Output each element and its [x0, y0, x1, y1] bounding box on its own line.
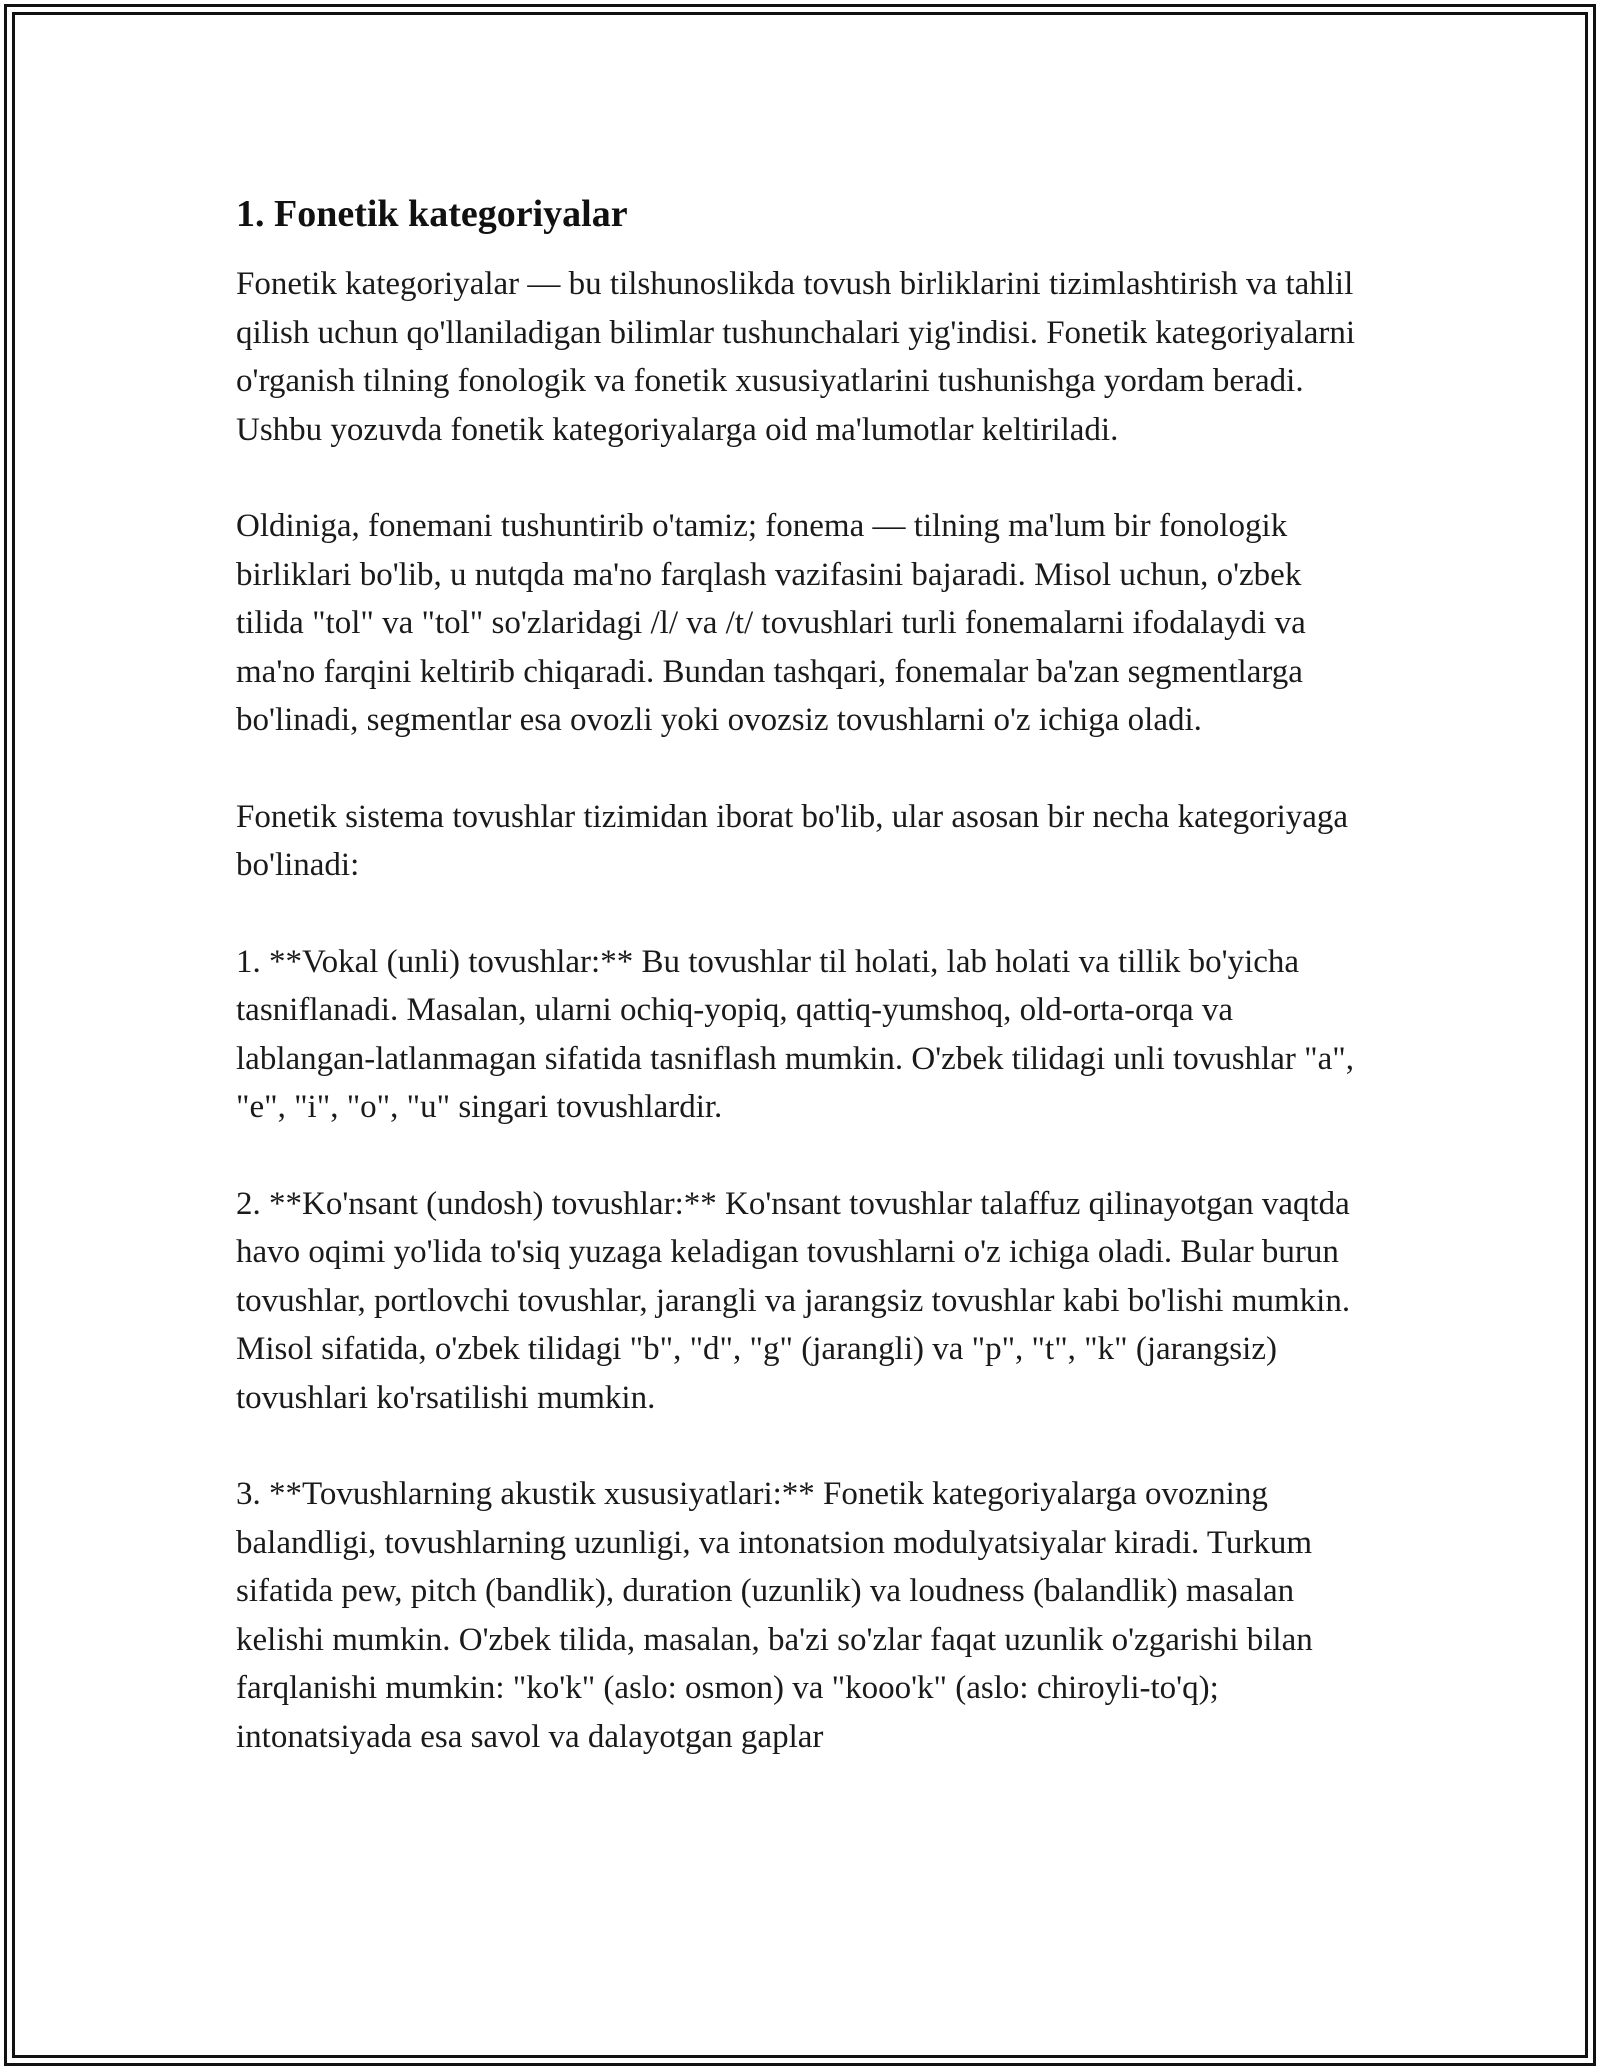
paragraph-phoneme: Oldiniga, fonemani tushuntirib o'tamiz; fonema — tilning ma'lum bir fonologik birliklari bo'lib, u nutqda ma'no farqlash vazifasini bajaradi. Misol uchun, o'zbek tilida "tol" va "tol" so'zlaridagi /l/ va /t/ tovushlari turli fonemalarni ifodalaydi va ma'no farqini keltirib chiqaradi. Bundan tashqari, fonemalar ba'zan segmentlarga bo'linadi, segmentlar esa ovozli yoki ovozsiz tovushlarni o'z ichiga oladi.	[236, 508, 1306, 738]
paragraph-consonants: 2. **Ko'nsant (undosh) tovushlar:** Ko'nsant tovushlar talaffuz qilinayotgan vaqtda havo oqimi yo'lida to'siq yuzaga keladigan tovushlarni o'z ichiga oladi. Bular burun tovushlar, portlovchi tovushlar, jarangli va jarangsiz tovushlar kabi bo'lishi mumkin. Misol sifatida, o'zbek tilidagi "b", "d", "g" (jarangli) va "p", "t", "k" (jarangsiz) tovushlari ko'rsatilishi mumkin.	[236, 1185, 1351, 1416]
paragraph-acoustic: 3. **Tovushlarning akustik xususiyatlari:** Fonetik kategoriyalarga ovozning balandligi, tovushlarning uzunligi, va intonatsion modulyatsiyalar kiradi. Turkum sifatida pew, pitch (bandlik), duration (uzunlik) va loudness (balandlik) masalan kelishi mumkin. O'zbek tilida, masalan, ba'zi so'zlar faqat uzunlik o'zgarishi bilan farqlanishi mumkin: "ko'k" (aslo: osmon) va "kooo'k" (aslo: chiroyli-to'q); intonatsiyada esa savol va dalayotgan gaplar	[236, 1476, 1313, 1755]
paragraph-intro: Fonetik kategoriyalar — bu tilshunoslikda tovush birliklarini tizimlashtirish va tahlil qilish uchun qo'llaniladigan bilimlar tushunchalari yig'indisi. Fonetik kategoriyalarni o'rganish tilning fonologik va fonetik xususiyatlarini tushunishga yordam beradi. Ushbu yozuvda fonetik kategoriyalarga oid ma'lumotlar keltiriladi.	[236, 266, 1356, 448]
document-body	[236, 186, 1376, 1761]
paragraph-system: Fonetik sistema tovushlar tizimidan iborat bo'lib, ular asosan bir necha kategoriyaga bo'linadi:	[236, 798, 1349, 883]
section-heading: 1. Fonetik kategoriyalar	[236, 193, 628, 235]
paragraph-vowels: 1. **Vokal (unli) tovushlar:** Bu tovushlar til holati, lab holati va tillik bo'yicha tasniflanadi. Masalan, ularni ochiq-yopiq, qattiq-yumshoq, old-orta-orqa va lablangan-latlanmagan sifatida tasniflash mumkin. O'zbek tilidagi unli tovushlar "a", "e", "i", "o", "u" singari tovushlardir.	[236, 943, 1354, 1125]
